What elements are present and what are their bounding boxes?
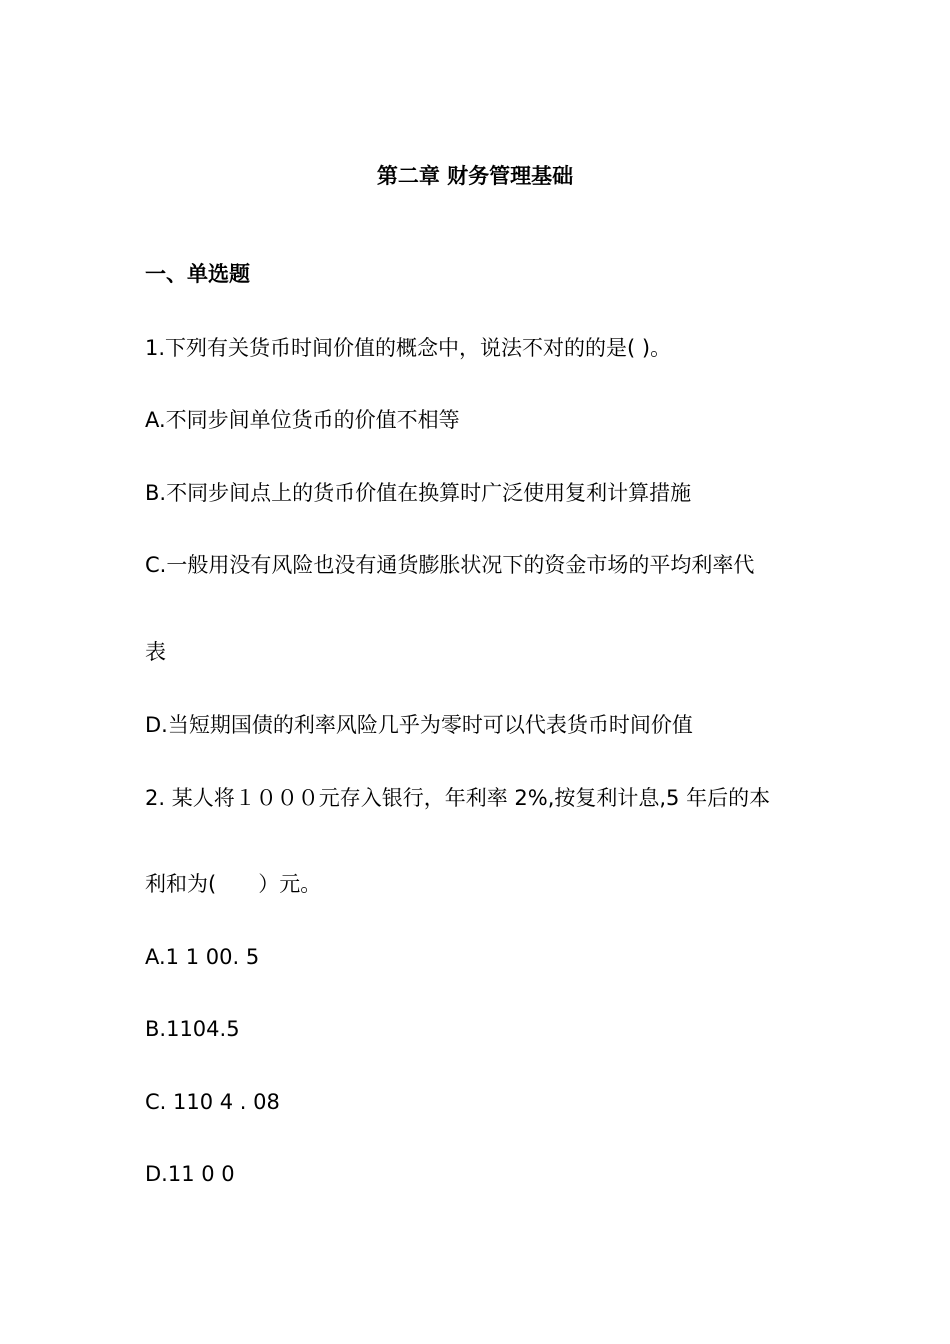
chapter-title: 第二章 财务管理基础 bbox=[376, 164, 574, 188]
section-heading: 一、单选题 bbox=[145, 262, 250, 286]
question-stem-line-1: 2. 某人将１０００元存入银行，年利率 2%,按复利计息,5 年后的本 bbox=[145, 786, 771, 810]
option-d: D.11 0 0 bbox=[145, 1162, 235, 1186]
option-c: C.一般用没有风险也没有通货膨胀状况下的资金市场的平均利率代 bbox=[145, 553, 755, 577]
option-a: A.不同步间单位货币的价值不相等 bbox=[145, 408, 460, 432]
option-c-continued: 表 bbox=[145, 640, 166, 664]
question-stem-line-2: 利和为( ）元。 bbox=[145, 872, 322, 896]
option-b: B.不同步间点上的货币价值在换算时广泛使用复利计算措施 bbox=[145, 481, 692, 505]
option-c: C. 110 4 . 08 bbox=[145, 1090, 280, 1114]
option-d: D.当短期国债的利率风险几乎为零时可以代表货币时间价值 bbox=[145, 713, 693, 737]
option-a: A.1 1 00. 5 bbox=[145, 945, 260, 969]
option-b: B.1104.5 bbox=[145, 1017, 240, 1041]
question-stem: 1.下列有关货币时间价值的概念中，说法不对的的是( )。 bbox=[145, 336, 672, 360]
